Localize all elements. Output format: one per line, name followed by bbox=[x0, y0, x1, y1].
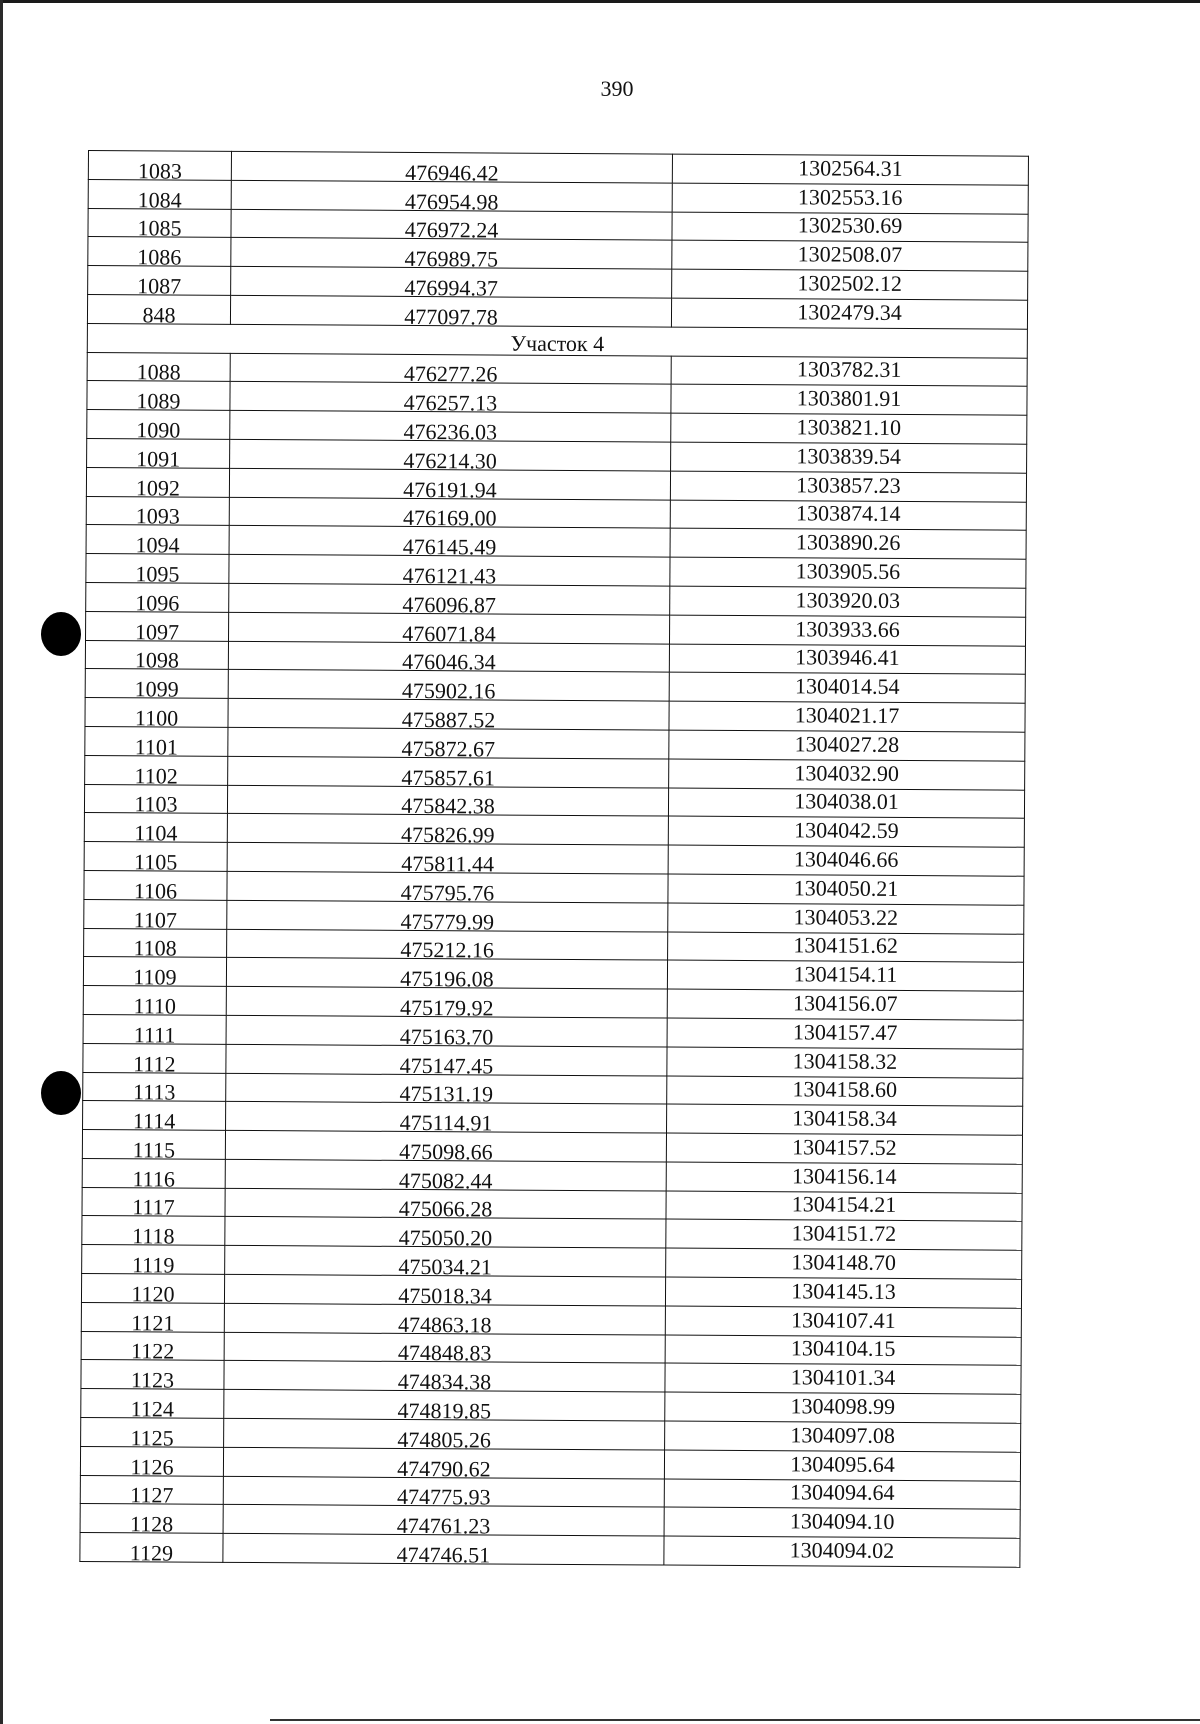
point-number-cell-text: 1111 bbox=[133, 1021, 176, 1048]
y-coordinate-cell bbox=[672, 269, 1028, 300]
y-coordinate-cell-text: 1304038.01 bbox=[794, 788, 899, 815]
x-coordinate-cell-text: 475887.52 bbox=[401, 706, 496, 733]
point-number-cell-text: 1122 bbox=[130, 1338, 175, 1365]
y-coordinate-cell bbox=[666, 1248, 1022, 1279]
x-coordinate-cell-text: 475795.76 bbox=[400, 879, 495, 906]
y-coordinate-cell-text: 1304098.99 bbox=[790, 1393, 896, 1420]
coordinates-table-body bbox=[80, 151, 1029, 1568]
point-number-cell-text: 1100 bbox=[134, 705, 179, 731]
x-coordinate-cell bbox=[231, 267, 672, 301]
y-coordinate-cell bbox=[666, 1133, 1022, 1164]
y-coordinate-cell bbox=[666, 1220, 1022, 1251]
x-coordinate-cell-text: 475842.38 bbox=[401, 793, 495, 819]
x-coordinate-cell-text: 476972.24 bbox=[404, 217, 499, 243]
y-coordinate-cell-text: 1304053.22 bbox=[793, 903, 899, 930]
y-coordinate-cell-text: 1303920.03 bbox=[795, 587, 901, 613]
point-number-cell-text: 1094 bbox=[135, 532, 180, 558]
x-coordinate-cell bbox=[226, 1102, 667, 1136]
y-coordinate-cell bbox=[664, 1479, 1020, 1510]
y-coordinate-cell-text: 1304094.10 bbox=[789, 1508, 895, 1535]
x-coordinate-cell bbox=[225, 1217, 666, 1251]
point-number-cell bbox=[81, 1360, 224, 1393]
point-number-cell bbox=[88, 208, 231, 241]
y-coordinate-cell bbox=[668, 845, 1024, 876]
x-coordinate-cell-text: 475857.61 bbox=[401, 764, 496, 791]
y-coordinate-cell bbox=[666, 1162, 1022, 1193]
point-number-cell-text: 1092 bbox=[135, 474, 181, 501]
point-number-cell bbox=[85, 726, 228, 760]
y-coordinate-cell-text: 1304050.21 bbox=[793, 875, 899, 901]
y-coordinate-cell bbox=[666, 1191, 1022, 1222]
y-coordinate-cell-text: 1304156.07 bbox=[792, 990, 898, 1016]
x-coordinate-cell-text: 476989.75 bbox=[404, 246, 499, 272]
point-number-cell-text: 1127 bbox=[130, 1482, 174, 1508]
point-number-cell-text: 1119 bbox=[131, 1252, 175, 1278]
point-number-cell bbox=[82, 1245, 225, 1278]
x-coordinate-cell-text: 475034.21 bbox=[398, 1253, 493, 1280]
y-coordinate-cell-text: 1302530.69 bbox=[797, 212, 903, 239]
y-coordinate-cell bbox=[668, 874, 1024, 905]
point-number-cell bbox=[82, 1130, 225, 1163]
x-coordinate-cell-text: 475779.99 bbox=[400, 908, 495, 935]
point-number-cell bbox=[88, 151, 231, 184]
point-number-cell-text: 1123 bbox=[130, 1367, 175, 1393]
x-coordinate-cell-text: 476277.26 bbox=[403, 361, 498, 387]
y-coordinate-cell bbox=[665, 1306, 1021, 1337]
y-coordinate-cell-text: 1303782.31 bbox=[796, 356, 902, 383]
point-number-cell-text: 1110 bbox=[133, 993, 177, 1019]
point-number-cell-text: 1097 bbox=[134, 618, 180, 645]
x-coordinate-cell-text: 475147.45 bbox=[399, 1052, 494, 1078]
point-number-cell bbox=[80, 1504, 223, 1537]
point-number-cell bbox=[86, 582, 229, 616]
y-coordinate-cell-text: 1304094.64 bbox=[789, 1479, 895, 1506]
x-coordinate-cell-text: 475902.16 bbox=[401, 678, 496, 704]
x-coordinate-cell-text: 476071.84 bbox=[402, 620, 496, 647]
x-coordinate-cell-text: 476096.87 bbox=[402, 591, 497, 618]
point-number-cell bbox=[80, 1533, 223, 1566]
point-number-cell-text: 1117 bbox=[132, 1194, 175, 1221]
point-number-cell-text: 1087 bbox=[137, 273, 182, 299]
x-coordinate-cell-text: 475811.44 bbox=[401, 850, 495, 877]
y-coordinate-cell-text: 1304151.72 bbox=[791, 1220, 897, 1247]
y-coordinate-cell bbox=[667, 989, 1023, 1020]
point-number-cell-text: 1106 bbox=[133, 878, 178, 904]
x-coordinate-cell-text: 475131.19 bbox=[399, 1081, 494, 1107]
point-number-cell bbox=[84, 813, 227, 846]
x-coordinate-cell-text: 476169.00 bbox=[402, 505, 497, 531]
y-coordinate-cell bbox=[667, 960, 1023, 991]
point-number-cell-text: 1101 bbox=[134, 734, 179, 760]
point-number-cell bbox=[87, 381, 230, 414]
point-number-cell bbox=[86, 525, 229, 558]
y-coordinate-cell-text: 1304158.60 bbox=[792, 1076, 898, 1103]
y-coordinate-cell bbox=[665, 1277, 1021, 1308]
x-coordinate-cell-text: 476954.98 bbox=[404, 188, 499, 215]
x-coordinate-cell-text: 476257.13 bbox=[403, 390, 498, 416]
scan-edge-left bbox=[0, 0, 3, 1724]
point-number-cell bbox=[83, 1101, 226, 1134]
point-number-cell-text: 1090 bbox=[136, 417, 181, 443]
x-coordinate-cell-text: 475179.92 bbox=[399, 994, 494, 1021]
point-number-cell bbox=[80, 1475, 223, 1508]
point-number-cell bbox=[81, 1389, 224, 1422]
point-number-cell-text: 1108 bbox=[133, 935, 177, 961]
y-coordinate-cell-text: 1302508.07 bbox=[797, 241, 903, 268]
y-coordinate-cell bbox=[672, 183, 1028, 214]
y-coordinate-cell bbox=[667, 1104, 1023, 1135]
y-coordinate-cell bbox=[672, 154, 1028, 185]
point-number-cell bbox=[86, 467, 229, 501]
x-coordinate-cell-text: 475082.44 bbox=[398, 1167, 493, 1194]
point-number-cell-text: 1089 bbox=[136, 388, 181, 414]
point-number-cell-text: 848 bbox=[142, 302, 176, 328]
y-coordinate-cell bbox=[668, 788, 1024, 819]
y-coordinate-cell-text: 1304094.02 bbox=[789, 1537, 895, 1563]
x-coordinate-cell-text: 475098.66 bbox=[399, 1138, 493, 1165]
x-coordinate-cell bbox=[223, 1505, 664, 1539]
point-number-cell bbox=[87, 438, 230, 472]
x-coordinate-cell-text: 474761.23 bbox=[396, 1513, 491, 1539]
y-coordinate-cell-text: 1304095.64 bbox=[790, 1450, 895, 1477]
y-coordinate-cell-text: 1302502.12 bbox=[797, 270, 903, 296]
punch-hole-mark bbox=[41, 612, 81, 656]
y-coordinate-cell-text: 1304145.13 bbox=[791, 1278, 896, 1304]
x-coordinate-cell bbox=[229, 555, 670, 589]
y-coordinate-cell bbox=[668, 816, 1024, 847]
point-number-cell bbox=[82, 1216, 225, 1249]
point-number-cell bbox=[84, 899, 227, 933]
y-coordinate-cell-text: 1304157.52 bbox=[792, 1134, 897, 1160]
y-coordinate-cell-text: 1304151.62 bbox=[793, 932, 898, 959]
x-coordinate-cell bbox=[231, 238, 672, 272]
point-number-cell-text: 1105 bbox=[133, 849, 178, 875]
point-number-cell-text: 1124 bbox=[130, 1396, 174, 1422]
y-coordinate-cell bbox=[669, 644, 1025, 675]
y-coordinate-cell bbox=[669, 672, 1025, 703]
x-coordinate-cell bbox=[224, 1390, 665, 1424]
point-number-cell-text: 1086 bbox=[137, 244, 182, 270]
point-number-cell-text: 1115 bbox=[132, 1137, 176, 1163]
page-number: 390 bbox=[600, 76, 634, 101]
x-coordinate-cell-text: 476946.42 bbox=[405, 159, 499, 186]
y-coordinate-cell bbox=[664, 1450, 1020, 1481]
point-number-cell bbox=[85, 669, 228, 702]
point-number-cell-text: 1093 bbox=[135, 503, 180, 529]
y-coordinate-cell bbox=[671, 442, 1027, 473]
point-number-cell-text: 1114 bbox=[132, 1108, 176, 1134]
y-coordinate-cell-text: 1304046.66 bbox=[793, 846, 899, 872]
y-coordinate-cell bbox=[671, 384, 1027, 415]
point-number-cell-text: 1091 bbox=[136, 446, 181, 472]
y-coordinate-cell bbox=[665, 1421, 1021, 1452]
coordinates-table bbox=[79, 150, 1029, 1568]
x-coordinate-cell-text: 474775.93 bbox=[396, 1484, 491, 1510]
x-coordinate-cell bbox=[230, 382, 671, 416]
y-coordinate-cell-text: 1304154.11 bbox=[793, 961, 898, 988]
point-number-cell-text: 1113 bbox=[132, 1079, 176, 1105]
point-number-cell-text: 1096 bbox=[135, 590, 180, 616]
point-number-cell bbox=[85, 698, 228, 731]
point-number-cell bbox=[84, 928, 227, 961]
y-coordinate-cell bbox=[665, 1392, 1021, 1423]
point-number-cell-text: 1118 bbox=[132, 1223, 175, 1249]
point-number-cell bbox=[84, 842, 227, 875]
point-number-cell-text: 1129 bbox=[129, 1540, 174, 1566]
point-number-cell bbox=[86, 554, 229, 587]
y-coordinate-cell bbox=[671, 298, 1027, 329]
x-coordinate-cell-text: 475066.28 bbox=[398, 1196, 493, 1222]
point-number-cell-text: 1107 bbox=[133, 906, 177, 933]
y-coordinate-cell-text: 1304156.14 bbox=[791, 1163, 897, 1189]
y-coordinate-cell bbox=[665, 1364, 1021, 1395]
y-coordinate-cell-text: 1303946.41 bbox=[795, 644, 900, 671]
point-number-cell bbox=[88, 237, 231, 270]
y-coordinate-cell-text: 1304027.28 bbox=[794, 731, 900, 757]
y-coordinate-cell bbox=[669, 759, 1025, 790]
x-coordinate-cell bbox=[229, 526, 670, 560]
y-coordinate-cell-text: 1303821.10 bbox=[796, 414, 902, 440]
y-coordinate-cell-text: 1302564.31 bbox=[798, 155, 903, 181]
x-coordinate-cell bbox=[228, 670, 669, 704]
x-coordinate-cell-text: 475163.70 bbox=[399, 1023, 494, 1050]
point-number-cell-text: 1125 bbox=[130, 1425, 174, 1451]
y-coordinate-cell-text: 1303874.14 bbox=[795, 500, 901, 527]
y-coordinate-cell-text: 1303857.23 bbox=[796, 471, 901, 498]
point-number-cell-text: 1126 bbox=[130, 1453, 174, 1480]
y-coordinate-cell bbox=[670, 557, 1026, 588]
x-coordinate-cell-text: 477097.78 bbox=[404, 303, 498, 330]
x-coordinate-cell-text: 474819.85 bbox=[397, 1397, 492, 1424]
point-number-cell bbox=[87, 410, 230, 443]
x-coordinate-cell-text: 475826.99 bbox=[400, 822, 495, 848]
y-coordinate-cell-text: 1304014.54 bbox=[794, 673, 900, 700]
scan-edge-top bbox=[0, 0, 1200, 3]
y-coordinate-cell bbox=[668, 932, 1024, 963]
y-coordinate-cell-text: 1304097.08 bbox=[790, 1422, 895, 1448]
point-number-cell bbox=[84, 870, 227, 904]
y-coordinate-cell-text: 1303905.56 bbox=[795, 558, 901, 584]
y-coordinate-cell-text: 1304101.34 bbox=[790, 1364, 896, 1391]
y-coordinate-cell-text: 1304104.15 bbox=[790, 1335, 896, 1362]
scan-edge-bottom bbox=[270, 1719, 1200, 1721]
x-coordinate-cell-text: 474848.83 bbox=[397, 1340, 492, 1366]
point-number-cell bbox=[85, 640, 228, 673]
y-coordinate-cell bbox=[665, 1335, 1021, 1366]
y-coordinate-cell-text: 1302479.34 bbox=[797, 299, 902, 325]
point-number-cell bbox=[87, 352, 230, 385]
y-coordinate-cell-text: 1303801.91 bbox=[796, 385, 902, 412]
point-number-cell-text: 1098 bbox=[134, 647, 179, 673]
y-coordinate-cell-text: 1304107.41 bbox=[791, 1306, 896, 1333]
point-number-cell-text: 1103 bbox=[134, 791, 178, 817]
y-coordinate-cell bbox=[672, 212, 1028, 243]
x-coordinate-cell-text: 475050.20 bbox=[398, 1225, 493, 1251]
point-number-cell bbox=[88, 266, 231, 299]
point-number-cell-text: 1084 bbox=[137, 186, 182, 213]
x-coordinate-cell bbox=[226, 958, 667, 992]
point-number-cell-text: 1102 bbox=[134, 762, 178, 789]
y-coordinate-cell-text: 1304032.90 bbox=[794, 759, 900, 786]
y-coordinate-cell-text: 1304148.70 bbox=[791, 1249, 897, 1276]
x-coordinate-cell-text: 476191.94 bbox=[403, 476, 497, 503]
point-number-cell bbox=[86, 611, 229, 645]
table-row bbox=[80, 1533, 1020, 1568]
point-number-cell bbox=[84, 784, 227, 817]
y-coordinate-cell bbox=[671, 413, 1027, 444]
y-coordinate-cell bbox=[670, 586, 1026, 617]
point-number-cell-text: 1104 bbox=[134, 820, 178, 846]
x-coordinate-cell-text: 475196.08 bbox=[400, 966, 494, 992]
x-coordinate-cell-text: 476214.30 bbox=[403, 447, 497, 474]
y-coordinate-cell-text: 1304154.21 bbox=[791, 1191, 897, 1218]
y-coordinate-cell bbox=[670, 471, 1026, 502]
x-coordinate-cell bbox=[227, 814, 668, 848]
point-number-cell-text: 1085 bbox=[137, 215, 182, 241]
x-coordinate-cell bbox=[224, 1361, 665, 1395]
y-coordinate-cell bbox=[664, 1507, 1020, 1538]
point-number-cell bbox=[81, 1302, 224, 1336]
point-number-cell-text: 1083 bbox=[137, 158, 182, 184]
point-number-cell bbox=[83, 986, 226, 1019]
y-coordinate-cell bbox=[670, 500, 1026, 531]
x-coordinate-cell bbox=[223, 1534, 664, 1568]
y-coordinate-cell-text: 1303839.54 bbox=[796, 443, 901, 469]
point-number-cell-text: 1120 bbox=[131, 1281, 175, 1307]
y-coordinate-cell bbox=[669, 701, 1025, 732]
point-number-cell bbox=[81, 1418, 224, 1451]
y-coordinate-cell-text: 1303933.66 bbox=[795, 615, 900, 642]
point-number-cell-text: 1099 bbox=[134, 676, 179, 702]
point-number-cell bbox=[80, 1446, 223, 1480]
point-number-cell-text: 1128 bbox=[129, 1511, 174, 1537]
y-coordinate-cell-text: 1302553.16 bbox=[797, 183, 903, 210]
x-coordinate-cell-text: 474805.26 bbox=[397, 1426, 491, 1453]
point-number-cell-text: 1121 bbox=[131, 1309, 175, 1336]
x-coordinate-cell-text: 476236.03 bbox=[403, 418, 498, 445]
x-coordinate-cell-text: 475018.34 bbox=[398, 1282, 492, 1309]
x-coordinate-cell bbox=[230, 353, 671, 387]
y-coordinate-cell bbox=[669, 730, 1025, 761]
y-coordinate-cell bbox=[672, 240, 1028, 271]
point-number-cell-text: 1116 bbox=[132, 1165, 175, 1192]
point-number-cell bbox=[82, 1158, 225, 1192]
y-coordinate-cell bbox=[669, 615, 1025, 646]
y-coordinate-cell bbox=[671, 356, 1027, 387]
x-coordinate-cell-text: 474863.18 bbox=[398, 1311, 492, 1338]
x-coordinate-cell bbox=[231, 151, 672, 186]
point-number-cell bbox=[86, 496, 229, 529]
x-coordinate-cell-text: 476145.49 bbox=[402, 534, 497, 560]
point-number-cell bbox=[82, 1187, 225, 1221]
point-number-cell bbox=[87, 294, 230, 328]
y-coordinate-cell-text: 1304158.34 bbox=[792, 1105, 897, 1132]
y-coordinate-cell bbox=[667, 1047, 1023, 1078]
point-number-cell bbox=[83, 957, 226, 990]
x-coordinate-cell-text: 476046.34 bbox=[402, 649, 496, 675]
point-number-cell bbox=[88, 179, 231, 213]
point-number-cell bbox=[83, 1014, 226, 1048]
x-coordinate-cell-text: 475114.91 bbox=[399, 1110, 493, 1136]
x-coordinate-cell-text: 474790.62 bbox=[397, 1455, 491, 1482]
point-number-cell bbox=[81, 1331, 224, 1365]
point-number-cell-text: 1109 bbox=[133, 964, 177, 990]
x-coordinate-cell-text: 475212.16 bbox=[400, 937, 494, 963]
x-coordinate-cell-text: 474834.38 bbox=[397, 1369, 492, 1395]
punch-hole-mark bbox=[41, 1071, 81, 1115]
y-coordinate-cell bbox=[667, 1076, 1023, 1107]
y-coordinate-cell-text: 1303890.26 bbox=[795, 529, 901, 556]
x-coordinate-cell-text: 476121.43 bbox=[402, 562, 497, 589]
x-coordinate-cell bbox=[225, 1246, 666, 1280]
y-coordinate-cell bbox=[670, 528, 1026, 559]
y-coordinate-cell-text: 1304042.59 bbox=[794, 817, 899, 844]
point-number-cell bbox=[81, 1274, 224, 1307]
point-number-cell bbox=[85, 755, 228, 789]
point-number-cell-text: 1088 bbox=[136, 359, 181, 385]
y-coordinate-cell bbox=[668, 903, 1024, 934]
section-title: Участок 4 bbox=[87, 323, 1027, 358]
y-coordinate-cell-text: 1304157.47 bbox=[792, 1019, 898, 1045]
y-coordinate-cell-text: 1304021.17 bbox=[794, 702, 900, 728]
point-number-cell-text: 1095 bbox=[135, 561, 180, 587]
y-coordinate-cell-text: 1304158.32 bbox=[792, 1047, 898, 1074]
x-coordinate-cell bbox=[230, 411, 671, 445]
x-coordinate-cell-text: 475872.67 bbox=[401, 735, 496, 762]
x-coordinate-cell-text: 474746.51 bbox=[396, 1541, 491, 1568]
point-number-cell-text: 1112 bbox=[133, 1050, 176, 1077]
y-coordinate-cell bbox=[664, 1536, 1020, 1567]
x-coordinate-cell-text: 476994.37 bbox=[404, 274, 498, 301]
y-coordinate-cell bbox=[667, 1018, 1023, 1049]
point-number-cell bbox=[83, 1043, 226, 1077]
